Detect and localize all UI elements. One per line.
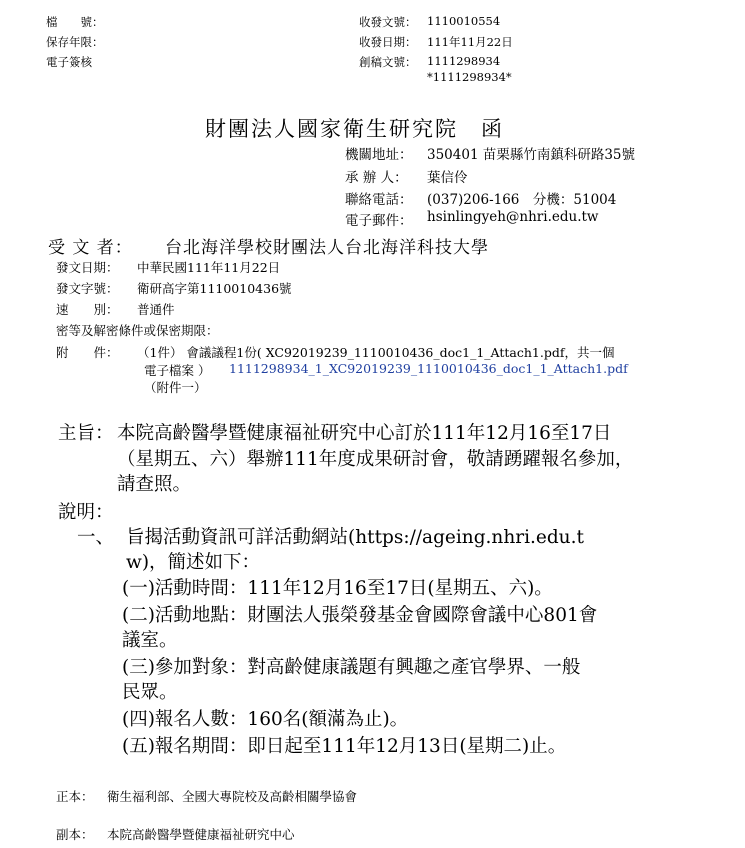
email-value: hsinlingyeh@nhri.edu.tw bbox=[427, 209, 599, 225]
event-time: (一)活動時間：111年12月16至17日(星期五、六)。 bbox=[122, 578, 553, 599]
issue-date-value: 中華民國111年11月22日 bbox=[137, 260, 281, 275]
receipt-date-label: 收發日期： bbox=[359, 35, 417, 49]
receipt-number-label: 收發文號： bbox=[359, 15, 417, 29]
draft-number-label: 創稿文號： bbox=[359, 55, 417, 69]
confidentiality-label: 密等及解密條件或保密期限： bbox=[56, 323, 219, 338]
issue-date-label: 發文日期： bbox=[56, 260, 119, 275]
explanation-line: 旨揭活動資訊可詳活動網站(https://ageing.nhri.edu.t bbox=[126, 527, 584, 548]
attachment-description: （1件） 會議議程1份( XC92019239_1110010436_doc1_1_Attach1.pdf，共一個 bbox=[137, 345, 615, 360]
subject-line: 本院高齡醫學暨健康福祉研究中心訂於111年12月16至17日 bbox=[117, 423, 612, 444]
handler-label: 承 辦 人： bbox=[345, 170, 408, 186]
address-label: 機關地址： bbox=[345, 147, 413, 163]
event-audience-cont: 民眾。 bbox=[122, 682, 178, 703]
original-recipients-label: 正本： bbox=[56, 789, 94, 804]
explanation-label: 說明： bbox=[58, 502, 114, 523]
receipt-date-value: 111年11月22日 bbox=[427, 35, 513, 49]
explanation-item-number: 一、 bbox=[77, 527, 115, 548]
speed-value: 普通件 bbox=[137, 302, 175, 317]
event-registration-period: (五)報名期間：即日起至111年12月13日(星期二)止。 bbox=[122, 736, 567, 757]
explanation-line: w)，簡述如下： bbox=[126, 552, 261, 573]
phone-label: 聯絡電話： bbox=[345, 192, 413, 208]
document-title: 財團法人國家衛生研究院 函 bbox=[205, 117, 504, 141]
event-venue-cont: 議室。 bbox=[122, 630, 178, 651]
cc-value: 本院高齡醫學暨健康福祉研究中心 bbox=[107, 827, 295, 842]
file-number-label: 檔 號： bbox=[46, 15, 104, 29]
issue-number-value: 衛研高字第1110010436號 bbox=[137, 281, 292, 296]
draft-number-value: 1111298934 bbox=[427, 54, 501, 68]
subject-line: 請查照。 bbox=[117, 474, 192, 495]
attachment-file-prefix: 電子檔案 ） bbox=[144, 363, 211, 378]
attachment-note: （附件一） bbox=[144, 380, 207, 395]
recipient-value: 台北海洋學校財團法人台北海洋科技大學 bbox=[165, 238, 489, 258]
retention-period-label: 保存年限： bbox=[46, 35, 104, 49]
attachment-label: 附 件： bbox=[56, 345, 119, 360]
e-signature-label: 電子簽核 bbox=[46, 55, 92, 69]
phone-value: (037)206-166 分機：51004 bbox=[427, 192, 617, 208]
recipient-label: 受 文 者： bbox=[48, 238, 133, 258]
original-recipients-value: 衛生福利部、全國大專院校及高齡相關學協會 bbox=[107, 789, 358, 804]
subject-line: （星期五、六）舉辦111年度成果研討會，敬請踴躍報名參加， bbox=[117, 449, 634, 470]
email-label: 電子郵件： bbox=[345, 213, 413, 229]
address-value: 350401 苗栗縣竹南鎮科研路35號 bbox=[427, 147, 636, 163]
attachment-file-link[interactable]: 1111298934_1_XC92019239_1110010436_doc1_1_Attach1.pdf bbox=[229, 361, 628, 376]
speed-label: 速 別： bbox=[56, 302, 119, 317]
event-venue: (二)活動地點：財團法人張榮發基金會國際會議中心801會 bbox=[122, 605, 598, 626]
handler-value: 葉信伶 bbox=[427, 170, 468, 186]
event-capacity: (四)報名人數：160名(額滿為止)。 bbox=[122, 709, 409, 730]
issue-number-label: 發文字號： bbox=[56, 281, 119, 296]
receipt-number-value: 1110010554 bbox=[427, 14, 501, 28]
cc-label: 副本： bbox=[56, 827, 94, 842]
subject-label: 主旨： bbox=[58, 423, 114, 444]
event-audience: (三)參加對象：對高齡健康議題有興趣之產官學界、一般 bbox=[122, 657, 581, 678]
barcode-text: *1111298934* bbox=[427, 70, 512, 84]
